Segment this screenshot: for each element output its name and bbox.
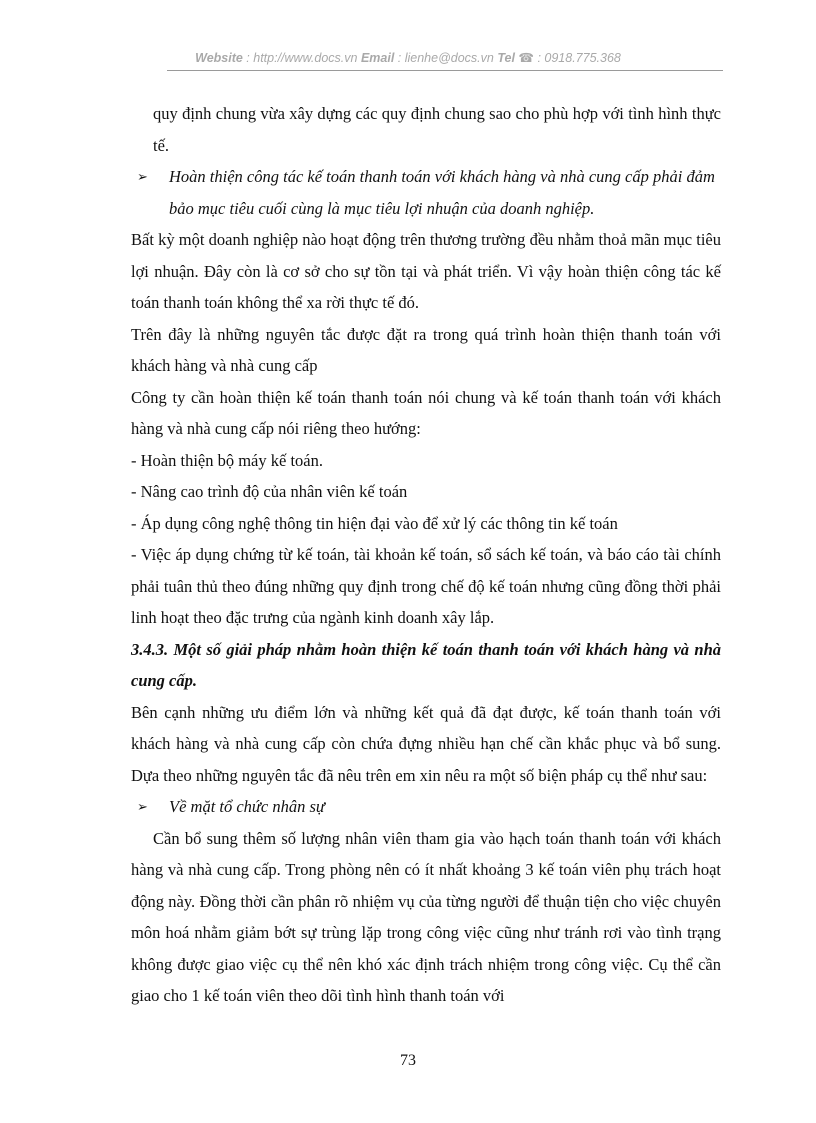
- page-header: [0, 50, 816, 65]
- paragraph-continuation: quy định chung vừa xây dựng các quy định chung sao cho phù hợp với tình hình thực tế.: [153, 104, 721, 155]
- bullet-item-personnel: [131, 791, 721, 823]
- list-item: - Hoàn thiện bộ máy kế toán.: [131, 450, 323, 470]
- document-body: [131, 98, 721, 1012]
- bullet-text: Về mặt tổ chức nhân sự: [169, 797, 325, 816]
- paragraph-principles: Trên đây là những nguyên tắc được đặt ra trong quá trình hoàn thiện thanh toán với khách hàng và nhà cung cấp: [131, 324, 721, 375]
- header-rule: [167, 70, 723, 71]
- paragraph-personnel: Cần bổ sung thêm số lượng nhân viên tham gia vào hạch toán thanh toán với khách hàng và nhà cung cấp. Trong phòng nên có ít nhất khoảng 3 kế toán viên phụ trách hoạt động này. Đồng thời cần phân rõ nhiệm vụ của từng người để thuận tiện cho việc chuyên môn hoá nhằm giảm bớt sự trùng lặp trong công việc cũng như tránh rơi vào tình trạng không được giao việc cụ thể nên khó xác định trách nhiệm trong công việc. Cụ thể cần giao cho 1 kế toán viên theo dõi tình hình thanh toán với: [131, 828, 721, 1005]
- list-item: - Áp dụng công nghệ thông tin hiện đại vào để xử lý các thông tin kế toán: [131, 513, 618, 533]
- paragraph-profit: Bất kỳ một doanh nghiệp nào hoạt động trên thương trường đều nhằm thoả mãn mục tiêu lợi nhuận. Đây còn là cơ sở cho sự tồn tại và phát triển. Vì vậy hoàn thiện công tác kế toán thanh toán không thể xa rời thực tế đó.: [131, 230, 721, 312]
- tel-value: ☎ : 0918.775.368: [514, 51, 621, 65]
- email-value: : lienhe@docs.vn: [394, 51, 498, 65]
- section-heading: 3.4.3. Một số giải pháp nhằm hoàn thiện kế toán thanh toán với khách hàng và nhà cung cấp.: [131, 639, 721, 690]
- list-item: - Việc áp dụng chứng từ kế toán, tài khoản kế toán, sổ sách kế toán, và báo cáo tài chính phải tuân thủ theo đúng những quy định trong chế độ kế toán nhưng cũng đồng thời phải linh hoạt theo đặc trưng của ngành kinh doanh xây lắp.: [131, 545, 721, 627]
- arrow-bullet-icon: ➢: [137, 799, 148, 814]
- bullet-text: Hoàn thiện công tác kế toán thanh toán với khách hàng và nhà cung cấp phải đảm bảo mục tiêu cuối cùng là mục tiêu lợi nhuận của doanh nghiệp.: [169, 167, 715, 218]
- paragraph-intro-solutions: Bên cạnh những ưu điểm lớn và những kết quả đã đạt được, kế toán thanh toán với khách hàng và nhà cung cấp còn chứa đựng nhiều hạn chế cần khắc phục và bổ sung. Dựa theo những nguyên tắc đã nêu trên em xin nêu ra một số biện pháp cụ thể như sau:: [131, 702, 721, 785]
- website-value: : http://www.docs.vn: [242, 51, 361, 65]
- bullet-item-objective: [131, 161, 721, 224]
- page-number: 73: [400, 1052, 416, 1069]
- tel-label: Tel: [497, 51, 515, 65]
- arrow-bullet-icon: ➢: [137, 169, 148, 184]
- email-label: Email: [360, 51, 395, 65]
- website-label: Website: [195, 51, 243, 65]
- list-item: - Nâng cao trình độ của nhân viên kế toán: [131, 482, 408, 501]
- paragraph-direction: Công ty cần hoàn thiện kế toán thanh toán nói chung và kế toán thanh toán với khách hàng và nhà cung cấp nói riêng theo hướng:: [131, 387, 721, 438]
